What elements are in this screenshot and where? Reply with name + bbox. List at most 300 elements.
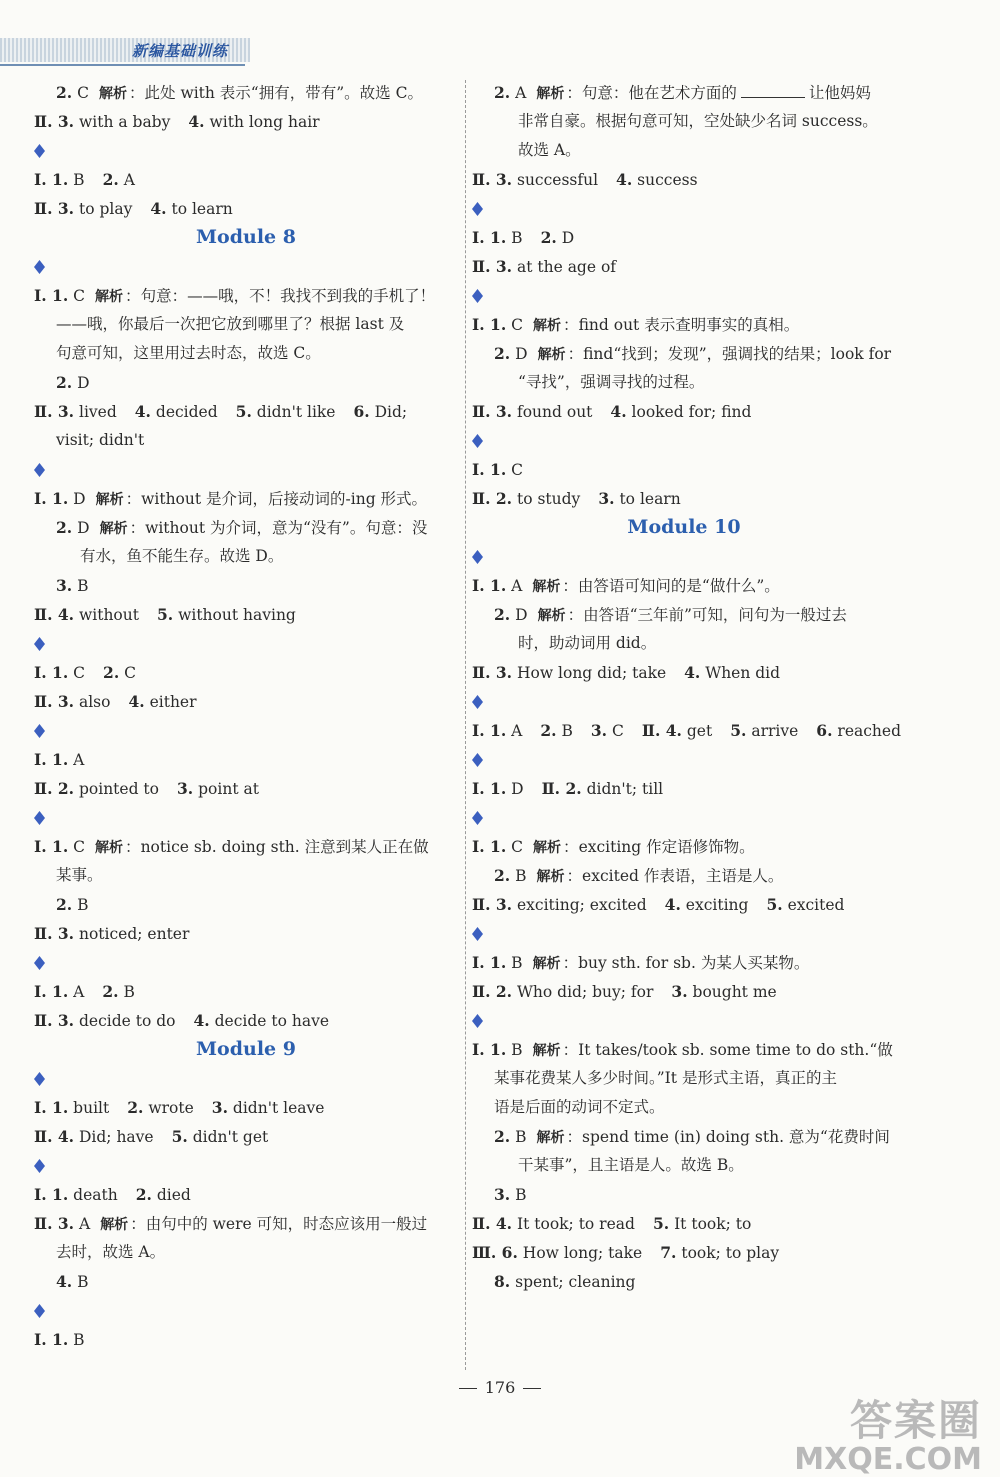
explanation-text: 语是后面的动词不定式。	[494, 1098, 665, 1116]
question-number: 6.	[353, 402, 370, 421]
answer-line: 2. C 解析 ：此处 with 表示“拥有，带有”。故选 C。	[56, 83, 423, 102]
analysis-label: 解析	[95, 289, 124, 305]
answer-line: Ⅰ. 1. A 解析 ：由答语可知问的是“做什么”。	[472, 576, 780, 595]
question-number: 3.	[590, 721, 608, 740]
answer-text: C	[73, 287, 86, 305]
answer-text: D	[561, 229, 575, 247]
analysis-label: 解析	[532, 1043, 561, 1059]
section-marker	[34, 629, 458, 658]
explanation-text: without 为介词，意为“没有”。句意：没	[145, 519, 428, 537]
diamond-icon	[34, 1072, 45, 1086]
answer-line	[472, 397, 896, 426]
explanation-text: ——哦，你最后一次把它放到哪里了？根据 last 及	[56, 315, 405, 333]
answer-text: death	[73, 1186, 118, 1204]
answer-line	[34, 658, 458, 687]
module-heading: Module 10	[627, 516, 741, 538]
answer-line	[34, 919, 458, 948]
section-marker	[34, 716, 458, 745]
section-marker	[34, 1296, 458, 1325]
question-number: 2.	[494, 83, 511, 102]
answer-line: 2. B 解析 ：excited 作表语，主语是人。	[494, 866, 784, 885]
answer-line	[34, 890, 458, 919]
answer-text: A	[123, 171, 135, 189]
question-number: Ⅰ. 1.	[472, 721, 507, 740]
answer-line	[472, 1180, 896, 1209]
section-marker	[472, 426, 896, 455]
explanation-text: 句意：他在艺术方面的	[581, 84, 737, 102]
answer-text: lived	[78, 403, 117, 421]
answer-text: built	[73, 1099, 110, 1117]
answer-line	[34, 165, 458, 194]
question-number: 3.	[56, 576, 73, 595]
answer-text: B	[511, 1041, 523, 1059]
answer-line	[472, 1238, 896, 1267]
answer-text: B	[515, 1186, 527, 1204]
answer-line	[472, 716, 901, 745]
answer-text: D	[73, 490, 86, 508]
diamond-icon	[34, 463, 45, 477]
answer-line: 2. D 解析 ：由答语“三年前”可知，问句为一般过去	[494, 605, 847, 624]
question-number: Ⅰ. 1.	[34, 837, 69, 856]
answer-text: A	[73, 983, 85, 1001]
explanation-text: 由答语可知问的是“做什么”。	[577, 577, 780, 595]
explanation-text: excited 作表语，主语是人。	[582, 867, 784, 885]
answer-continuation	[472, 1151, 896, 1180]
answer-line: 2. D 解析 ：find“找到；发现”，强调找的结果；look for	[494, 344, 892, 363]
question-number: 2.	[102, 982, 119, 1001]
answer-continuation	[34, 1238, 458, 1267]
explanation-text: 由答语“三年前”可知，问句为一般过去	[583, 606, 847, 624]
answer-text: C	[511, 838, 524, 856]
section-marker	[472, 745, 896, 774]
answer-text: decide to have	[214, 1012, 330, 1030]
analysis-label: 解析	[536, 869, 565, 885]
question-number: Ⅰ. 1.	[472, 228, 507, 247]
answer-text: with long hair	[209, 113, 320, 131]
answer-line	[34, 1093, 458, 1122]
question-number: 2.	[56, 83, 73, 102]
explanation-text: 某事。	[56, 866, 103, 884]
section-marker	[472, 194, 896, 223]
question-number: 5.	[730, 721, 747, 740]
question-number: 2.	[56, 895, 73, 914]
answer-continuation	[472, 368, 896, 397]
explanation-text: 让他妈妈	[808, 84, 871, 102]
answer-text: B	[511, 954, 523, 972]
answer-text: C	[124, 664, 137, 682]
explanation-text: find out 表示查明事实的真相。	[578, 316, 800, 334]
answer-line	[34, 397, 458, 426]
module-heading: Module 9	[196, 1038, 296, 1060]
answer-text: B	[511, 229, 523, 247]
answer-line	[472, 658, 896, 687]
answer-text: looked for; find	[631, 403, 752, 421]
question-number: 3.	[177, 779, 194, 798]
answer-line	[472, 1209, 896, 1238]
question-number: Ⅰ. 1.	[472, 779, 507, 798]
question-number: 5.	[156, 605, 174, 624]
question-number: Ⅰ. 1.	[34, 750, 69, 769]
answer-line: Ⅰ. 1. C 解析 ：notice sb. doing sth. 注意到某人正在做	[34, 837, 429, 856]
question-number: 4.	[664, 895, 681, 914]
answer-text: didn't like	[256, 403, 336, 421]
answer-line	[34, 571, 458, 600]
question-number: 2.	[127, 1098, 144, 1117]
question-number: 4.	[134, 402, 151, 421]
answer-text: C	[511, 316, 524, 334]
answer-text: It took; to read	[516, 1215, 635, 1233]
answer-text: didn't get	[192, 1128, 269, 1146]
answer-text: How long; take	[522, 1244, 643, 1262]
answer-line	[472, 252, 896, 281]
column-divider	[465, 80, 466, 1370]
question-number: 2.	[56, 373, 73, 392]
answer-text: success	[637, 171, 698, 189]
question-number: 6.	[816, 721, 833, 740]
answer-text: found out	[516, 403, 593, 421]
diamond-icon	[472, 550, 483, 564]
explanation-text: 由句中的 were 可知，时态应该用一般过	[145, 1215, 428, 1233]
analysis-label: 解析	[100, 1217, 129, 1233]
question-number: Ⅰ. 1.	[34, 1330, 69, 1349]
answer-text: to play	[78, 200, 133, 218]
explanation-text: spend time (in) doing sth. 意为“花费时间	[582, 1128, 890, 1146]
answer-line	[34, 600, 458, 629]
answer-text: to study	[516, 490, 581, 508]
answer-text: wrote	[148, 1099, 194, 1117]
section-marker	[472, 542, 896, 571]
answer-text: B	[77, 577, 89, 595]
answer-line	[34, 745, 458, 774]
section-marker	[472, 1006, 896, 1035]
question-number: Ⅱ. 2.	[541, 779, 582, 798]
question-number: 4.	[150, 199, 167, 218]
question-number: Ⅰ. 1.	[472, 1040, 507, 1059]
answer-text: B	[77, 1273, 89, 1291]
answer-text: exciting	[685, 896, 749, 914]
question-number: Ⅱ. 3.	[34, 924, 75, 943]
question-number: 3.	[598, 489, 615, 508]
section-marker	[34, 252, 458, 281]
diamond-icon	[34, 956, 45, 970]
answer-text: to learn	[171, 200, 233, 218]
answer-continuation	[34, 861, 458, 890]
section-marker	[34, 948, 458, 977]
answer-continuation	[34, 310, 458, 339]
header-rule	[0, 64, 245, 66]
answer-line	[34, 977, 458, 1006]
explanation-text: “寻找”，强调寻找的过程。	[518, 373, 705, 391]
diamond-icon	[472, 927, 483, 941]
section-marker	[472, 281, 896, 310]
question-number: Ⅰ. 1.	[472, 953, 507, 972]
left-column	[34, 78, 458, 1354]
analysis-label: 解析	[537, 608, 566, 624]
answer-text: noticed; enter	[78, 925, 190, 943]
answer-text: Did;	[374, 403, 408, 421]
answer-text: C	[77, 84, 89, 102]
explanation-text: 有水，鱼不能生存。故选 D。	[80, 547, 284, 565]
diamond-icon	[34, 1159, 45, 1173]
diamond-icon	[472, 753, 483, 767]
answer-line	[34, 1122, 458, 1151]
answer-continuation	[34, 542, 458, 571]
question-number: 2.	[494, 866, 511, 885]
answer-text: also	[78, 693, 111, 711]
answer-text: D	[77, 374, 90, 392]
explanation-text: 干某事”，且主语是人。故选 B。	[518, 1156, 744, 1174]
analysis-label: 解析	[532, 956, 561, 972]
question-number: Ⅱ. 3.	[472, 170, 513, 189]
answer-text: died	[156, 1186, 191, 1204]
explanation-text: 句意可知，这里用过去时态，故选 C。	[56, 344, 321, 362]
answer-text: bought me	[692, 983, 777, 1001]
answer-continuation	[472, 629, 896, 658]
answer-text: How long did; take	[516, 664, 667, 682]
question-number: 3.	[211, 1098, 228, 1117]
question-number: 4.	[610, 402, 627, 421]
answer-text: pointed to	[78, 780, 159, 798]
answer-line: Ⅰ. 1. C 解析 ：句意：——哦，不！我找不到我的手机了！	[34, 286, 436, 305]
answer-text: didn't leave	[232, 1099, 325, 1117]
question-number: Ⅱ. 2.	[34, 779, 75, 798]
question-number: Ⅱ. 3.	[34, 199, 75, 218]
answer-line: Ⅰ. 1. B 解析 ：buy sth. for sb. 为某人买某物。	[472, 953, 810, 972]
question-number: Ⅰ. 1.	[472, 315, 507, 334]
answer-line: Ⅰ. 1. C 解析 ：exciting 作定语修饰物。	[472, 837, 755, 856]
answer-text: Did; have	[78, 1128, 154, 1146]
question-number: 5.	[766, 895, 783, 914]
question-number: Ⅰ. 1.	[34, 286, 69, 305]
answer-text: C	[73, 838, 86, 856]
question-number: Ⅱ. 2.	[472, 982, 513, 1001]
explanation-text: 句意：——哦，不！我找不到我的手机了！	[140, 287, 436, 305]
answer-text: B	[515, 867, 527, 885]
question-number: 2.	[494, 605, 511, 624]
answer-text: B	[73, 171, 85, 189]
answer-text: decide to do	[78, 1012, 176, 1030]
analysis-label: 解析	[536, 86, 565, 102]
answer-line	[472, 890, 896, 919]
diamond-icon	[472, 811, 483, 825]
question-number: 5.	[235, 402, 252, 421]
answer-text: It took; to	[674, 1215, 752, 1233]
answer-text: D	[511, 780, 524, 798]
answer-text: A	[511, 577, 523, 595]
question-number: Ⅱ. 4.	[641, 721, 682, 740]
question-number: 2.	[135, 1185, 152, 1204]
analysis-label: 解析	[536, 1130, 565, 1146]
section-marker	[34, 803, 458, 832]
answer-continuation	[472, 1093, 896, 1122]
question-number: Ⅰ. 1.	[34, 170, 69, 189]
answer-text: at the age of	[516, 258, 617, 276]
answer-continuation	[472, 107, 896, 136]
answer-line	[34, 194, 458, 223]
answer-line: Ⅰ. 1. D 解析 ：without 是介词，后接动词的-ing 形式。	[34, 489, 428, 508]
section-marker	[34, 455, 458, 484]
question-number: Ⅱ. 3.	[472, 402, 513, 421]
answer-text: C	[73, 664, 86, 682]
answer-text: Who did; buy; for	[516, 983, 654, 1001]
book-title: 新编基础训练	[132, 42, 229, 60]
section-marker	[34, 1151, 458, 1180]
answer-text: without having	[178, 606, 296, 624]
diamond-icon	[34, 811, 45, 825]
question-number: 8.	[494, 1272, 511, 1291]
explanation-text: without 是介词，后接动词的-ing 形式。	[141, 490, 428, 508]
question-number: 2.	[540, 228, 557, 247]
answer-line	[472, 484, 896, 513]
answer-text: A	[78, 1215, 91, 1233]
answer-line: 2. A 解析 ：句意：他在艺术方面的 让他妈妈	[494, 83, 871, 102]
answer-line	[34, 1180, 458, 1209]
page-header	[0, 0, 1000, 70]
answer-text: excited	[787, 896, 845, 914]
explanation-text: It takes/took sb. some time to do sth.“做	[578, 1041, 893, 1059]
explanation-text: find“找到；发现”，强调找的结果；look for	[583, 345, 892, 363]
question-number: 2.	[56, 518, 73, 537]
question-number: 4.	[56, 1272, 73, 1291]
diamond-icon	[472, 202, 483, 216]
explanation-text: 去时，故选 A。	[56, 1243, 166, 1261]
analysis-label: 解析	[95, 840, 124, 856]
answer-continuation	[34, 426, 458, 455]
question-number: Ⅲ. 6.	[472, 1243, 518, 1262]
diamond-icon	[472, 1014, 483, 1028]
analysis-label: 解析	[95, 492, 124, 508]
answer-text: A	[73, 751, 85, 769]
answer-text: D	[515, 345, 528, 363]
answer-line: 2. D 解析 ：without 为介词，意为“没有”。句意：没	[56, 518, 428, 537]
question-number: 5.	[652, 1214, 670, 1233]
diamond-icon	[472, 434, 483, 448]
diamond-icon	[472, 289, 483, 303]
question-number: Ⅰ. 1.	[34, 982, 69, 1001]
answer-text: B	[77, 896, 89, 914]
answer-text: decided	[155, 403, 218, 421]
diamond-icon	[472, 695, 483, 709]
answer-continuation	[472, 136, 896, 165]
answer-text: C	[612, 722, 624, 740]
answer-text: exciting; excited	[516, 896, 647, 914]
answer-text: B	[73, 1331, 85, 1349]
section-marker	[472, 803, 896, 832]
question-number: 4.	[128, 692, 145, 711]
answer-line	[34, 774, 458, 803]
fill-blank	[741, 81, 805, 98]
question-number: Ⅰ. 1.	[472, 460, 507, 479]
question-number: 4.	[616, 170, 633, 189]
explanation-text: exciting 作定语修饰物。	[578, 838, 755, 856]
answer-text: B	[515, 1128, 527, 1146]
question-number: Ⅱ. 3.	[472, 663, 513, 682]
answer-line	[472, 455, 896, 484]
watermark-logo-text: 答案圈	[849, 1396, 982, 1445]
question-number: 4.	[684, 663, 701, 682]
answer-line	[34, 107, 458, 136]
analysis-label: 解析	[532, 579, 561, 595]
answer-text: C	[511, 461, 524, 479]
section-marker	[34, 1064, 458, 1093]
answer-text: without	[78, 606, 139, 624]
question-number: Ⅰ. 1.	[34, 1185, 69, 1204]
question-number: 5.	[171, 1127, 188, 1146]
question-number: 7.	[660, 1243, 677, 1262]
answer-line: Ⅰ. 1. B 解析 ：It takes/took sb. some time to do sth.“做	[472, 1040, 893, 1059]
diamond-icon	[34, 1304, 45, 1318]
answer-text: with a baby	[78, 113, 171, 131]
explanation-text: 此处 with 表示“拥有，带有”。故选 C。	[144, 84, 423, 102]
question-number: Ⅱ. 3.	[34, 1214, 75, 1233]
diamond-icon	[34, 637, 45, 651]
question-number: Ⅰ. 1.	[34, 1098, 69, 1117]
diamond-icon	[34, 144, 45, 158]
answer-text: took; to play	[681, 1244, 780, 1262]
explanation-text: buy sth. for sb. 为某人买某物。	[578, 954, 810, 972]
question-number: Ⅱ. 4.	[34, 1127, 75, 1146]
analysis-label: 解析	[99, 86, 127, 102]
answer-text: arrive	[751, 722, 799, 740]
analysis-label: 解析	[537, 347, 566, 363]
question-number: Ⅱ. 3.	[34, 1011, 75, 1030]
explanation-text: 非常自豪。根据句意可知，空处缺少名词 success。	[518, 112, 878, 130]
answer-text: D	[77, 519, 90, 537]
question-number: 2.	[494, 344, 511, 363]
right-column	[472, 78, 901, 1296]
question-number: Ⅰ. 1.	[472, 576, 507, 595]
question-number: 2.	[494, 1127, 511, 1146]
answer-line	[472, 223, 896, 252]
diamond-icon	[34, 260, 45, 274]
answer-continuation	[34, 339, 458, 368]
answer-text: didn't; till	[586, 780, 664, 798]
analysis-label: 解析	[99, 521, 128, 537]
answer-line	[34, 1325, 458, 1354]
answer-line	[34, 368, 458, 397]
answer-text: A	[511, 722, 523, 740]
answer-line	[472, 1267, 896, 1296]
section-marker	[34, 136, 458, 165]
question-number: Ⅱ. 3.	[34, 692, 75, 711]
answer-line	[472, 977, 896, 1006]
answer-text: point at	[198, 780, 259, 798]
question-number: Ⅱ. 3.	[34, 112, 75, 131]
question-number: Ⅰ. 1.	[34, 663, 69, 682]
answer-text: spent; cleaning	[515, 1273, 636, 1291]
explanation-text: 某事花费某人多少时间。”It 是形式主语，真正的主	[494, 1069, 837, 1087]
question-number: Ⅰ. 1.	[472, 837, 507, 856]
section-marker	[472, 919, 896, 948]
question-number: 2.	[102, 170, 119, 189]
question-number: Ⅱ. 3.	[472, 257, 513, 276]
question-number: 3.	[494, 1185, 511, 1204]
diamond-icon	[34, 724, 45, 738]
page-number-text: 176	[484, 1378, 516, 1397]
module-heading: Module 8	[196, 226, 296, 248]
explanation-text: notice sb. doing sth. 注意到某人正在做	[140, 838, 429, 856]
section-marker	[472, 687, 896, 716]
explanation-text: visit; didn't	[56, 431, 145, 449]
answer-text: successful	[516, 171, 599, 189]
answer-text: D	[515, 606, 528, 624]
question-number: 4.	[193, 1011, 210, 1030]
explanation-text: 故选 A。	[518, 141, 581, 159]
answer-text: B	[561, 722, 573, 740]
answer-text: to learn	[619, 490, 681, 508]
answer-text: reached	[837, 722, 901, 740]
answer-text: get	[686, 722, 713, 740]
